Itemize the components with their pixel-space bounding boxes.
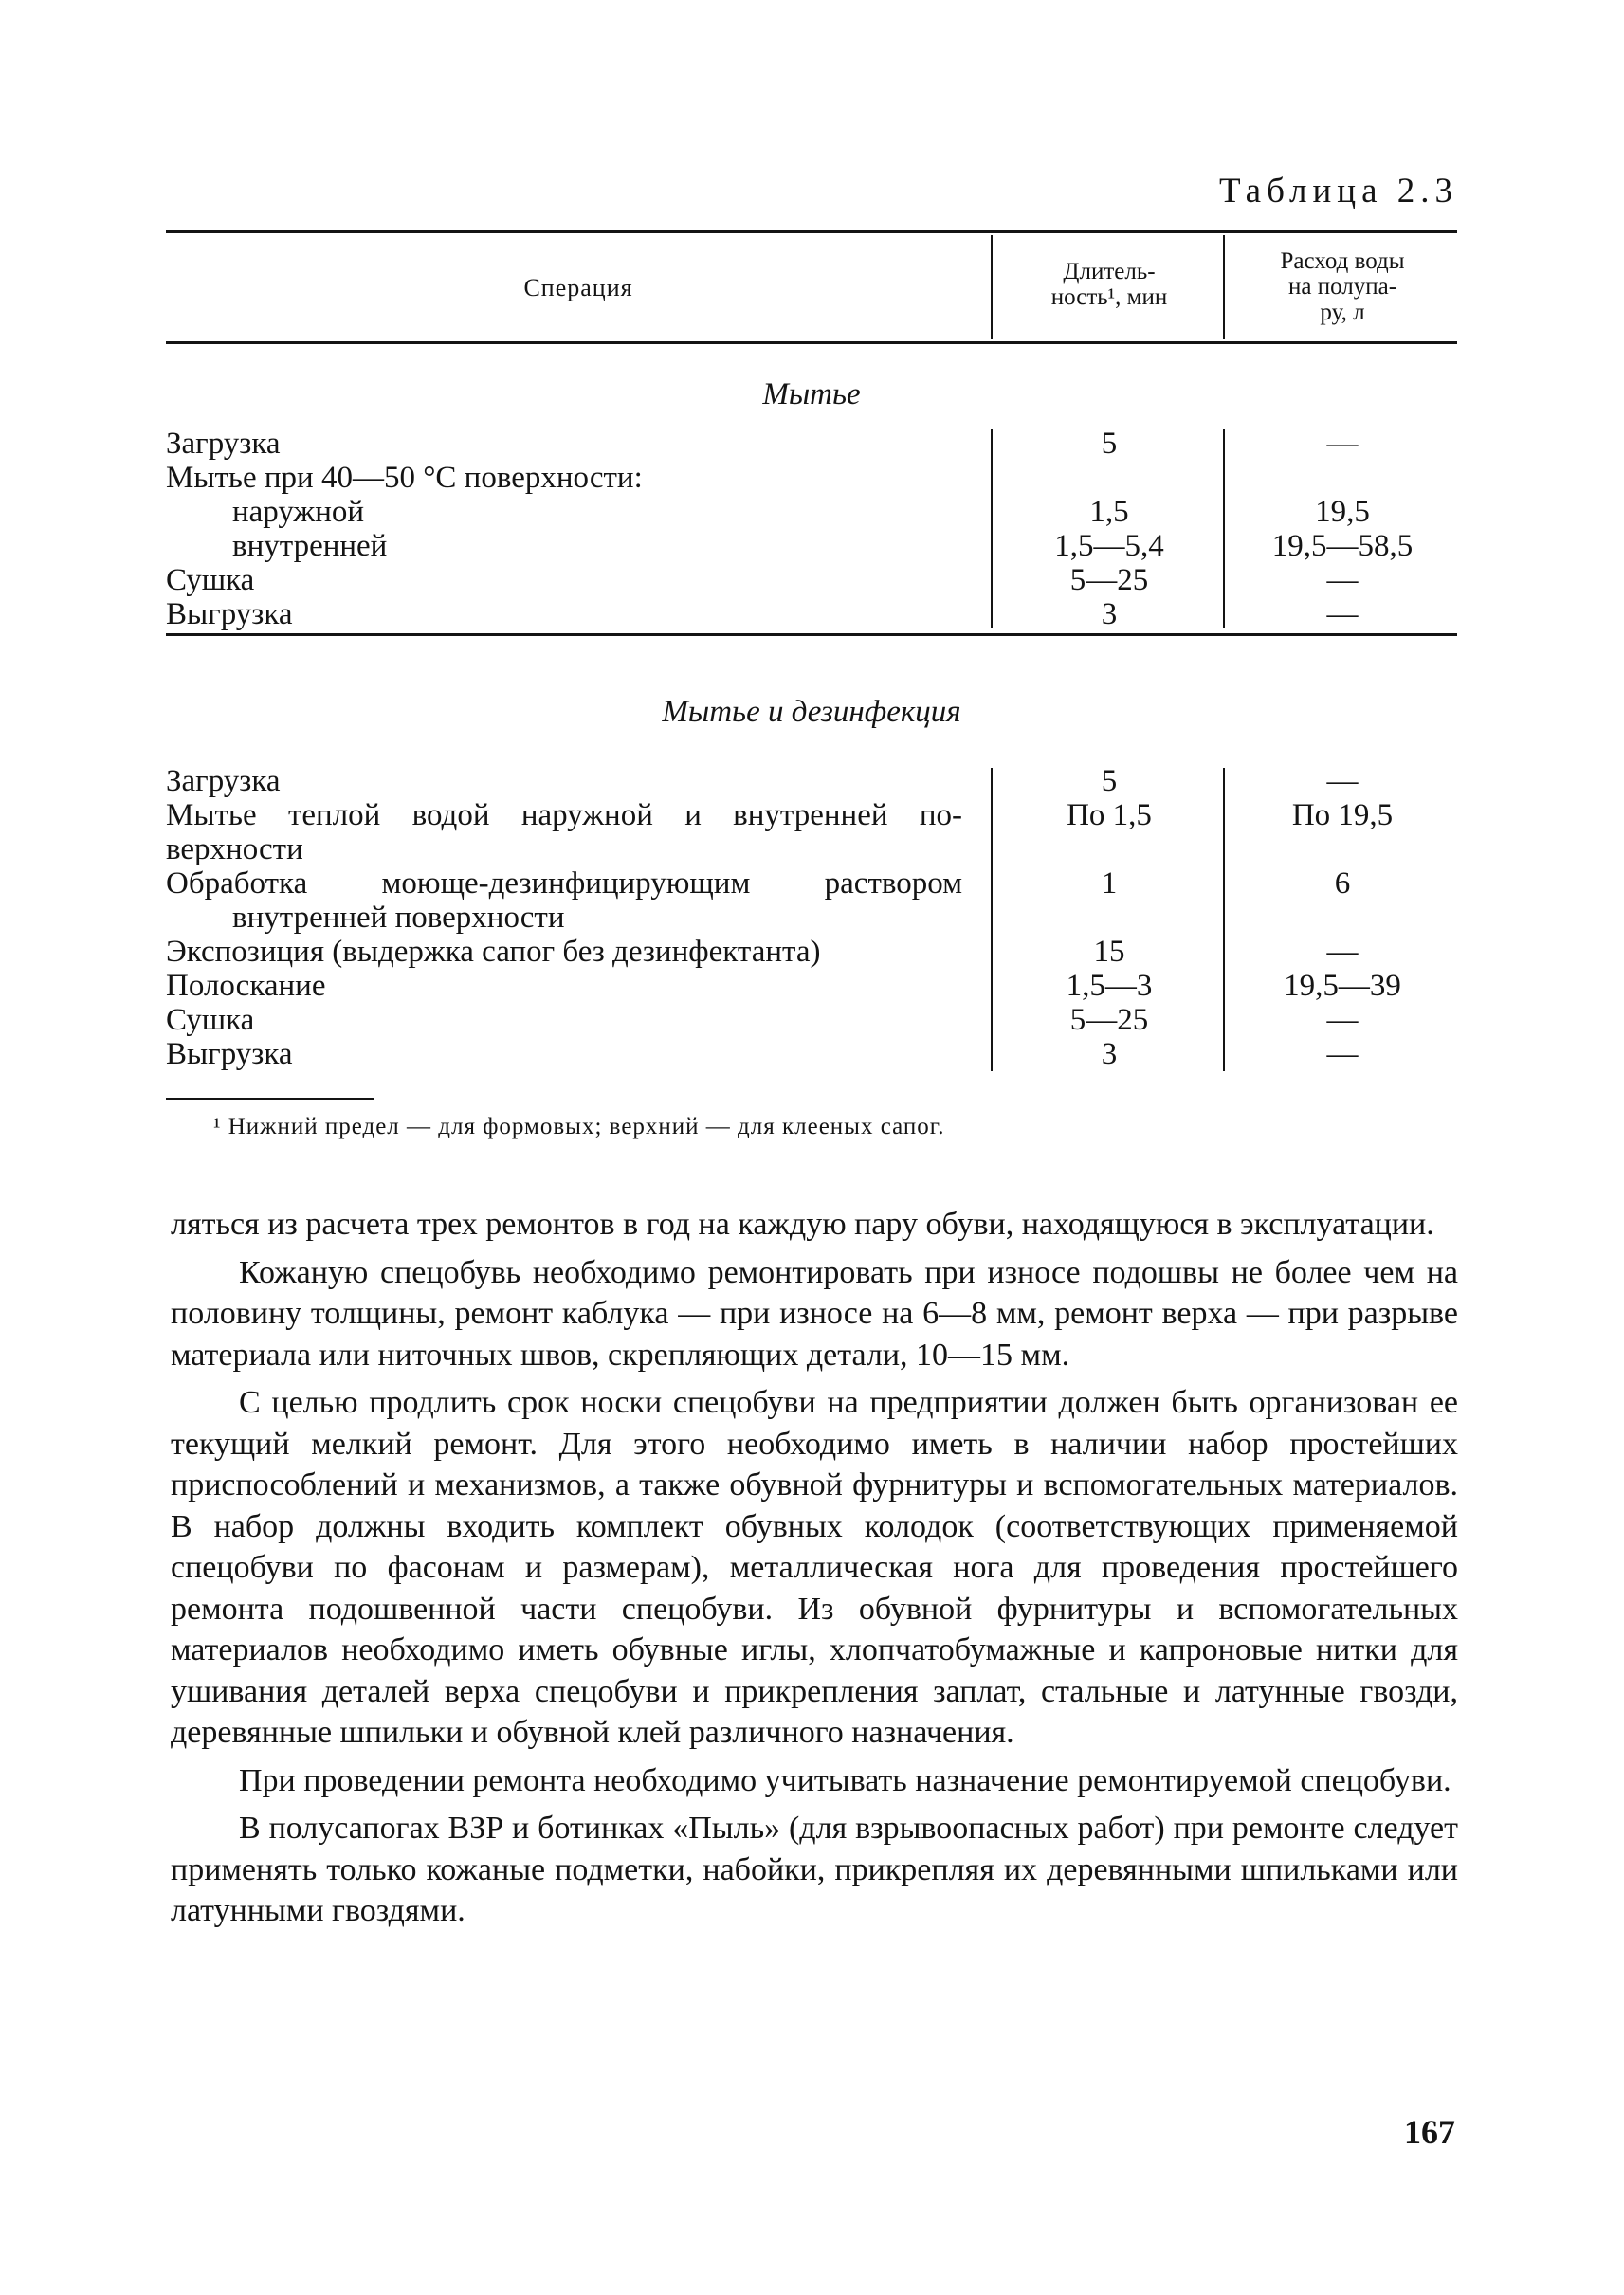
table-row: Сушка 5—25 — bbox=[166, 1003, 1359, 1037]
footnote: ¹ Нижний предел — для формовых; верхний — для клееных сапог. bbox=[213, 1114, 945, 1139]
table-row: внутренней 1,5—5,4 19,5—58,5 bbox=[232, 529, 1414, 563]
paragraph: С целью продлить срок носки спецобуви на предприятии должен быть организован ее текущий мелкий ремонт. Для этого необходимо иметь в наличии набор простейших приспособлений и механизмов, а также обувной фурнитуры и вспомогательных материалов. В набор должны входить комплект обувных колодок (соответствующих применяемой спецобуви по фасонам и размерам), металлическая нога для проведения простейшего ремонта подошвенной части спецобуви. Из обувной фурнитуры и вспомогательных материалов необходимо иметь обувные иглы, хлопчатобумажные и капроновые нитки для ушивания деталей верха спецобуви и прикрепления заплат, стальные и латунные гвозди, деревянные шпильки и обувной клей различного назначения. bbox=[171, 1385, 1458, 1750]
table-row: наружной 1,5 19,5 bbox=[232, 495, 1370, 529]
body-text bbox=[171, 1204, 1458, 1939]
header-divider-2 bbox=[1223, 235, 1225, 339]
paragraph: ляться из расчета трех ремонтов в год на каждую пару обуви, находящуюся в эксплуатации. bbox=[171, 1207, 1434, 1242]
table-row: Загрузка 5 — bbox=[166, 764, 1359, 798]
table-row: Полоскание 1,5—3 19,5—39 bbox=[166, 969, 1401, 1003]
table-row: Экспозиция (выдержка сапог без дезинфектанта) 15 — bbox=[166, 935, 1359, 969]
section-title-washing: Мытье bbox=[762, 377, 861, 411]
header-water: Расход воды на полупа- ру, л bbox=[1280, 248, 1405, 325]
section-title-disinfection: Мытье и дезинфекция bbox=[662, 695, 961, 729]
table-row: Мытье при 40—50 °С поверхности: bbox=[166, 461, 643, 495]
table-header-rule bbox=[166, 341, 1457, 344]
page-number: 167 bbox=[1404, 2113, 1455, 2151]
header-operation: Cперация bbox=[523, 274, 633, 301]
section1-bottom-rule bbox=[166, 633, 1457, 636]
table-row: Выгрузка 3 — bbox=[166, 1037, 1359, 1071]
header-duration: Длитель- ность¹, мин bbox=[1050, 259, 1168, 310]
footnote-rule bbox=[166, 1098, 374, 1100]
paragraph: При проведении ремонта необходимо учитывать назначение ремонтируемой спецобуви. bbox=[239, 1762, 1451, 1798]
table-top-rule bbox=[166, 230, 1457, 233]
table-title: Таблица 2.3 bbox=[1219, 172, 1458, 210]
table-row: Мытье теплой водой наружной и внутренней по- верхности По 1,5 По 19,5 bbox=[166, 798, 1394, 866]
table-row: Обработка моюще-дезинфицирующим раствором внутренней поверхности 1 6 bbox=[166, 866, 1351, 935]
header-divider-1 bbox=[991, 235, 993, 339]
paragraph: Кожаную спецобувь необходимо ремонтировать при износе подошвы не более чем на половину толщины, ремонт каблука — при износе на 6—8 мм, ремонт верха — при разрыве материала или ниточных швов, скрепляющих детали, 10—15 мм. bbox=[171, 1254, 1458, 1373]
table-row: Выгрузка 3 — bbox=[166, 597, 1359, 631]
table-row: Сушка 5—25 — bbox=[166, 563, 1359, 597]
paragraph: В полусапогах ВЗР и ботинках «Пыль» (для взрывоопасных работ) при ремонте следует применять только кожаные подметки, набойки, прикрепляя их деревянными шпильками или латунными гвоздями. bbox=[171, 1811, 1458, 1928]
table-row: Загрузка 5 — bbox=[166, 427, 1359, 461]
section-disinfection-rows bbox=[166, 764, 1457, 1071]
section-washing-rows bbox=[166, 427, 1457, 631]
